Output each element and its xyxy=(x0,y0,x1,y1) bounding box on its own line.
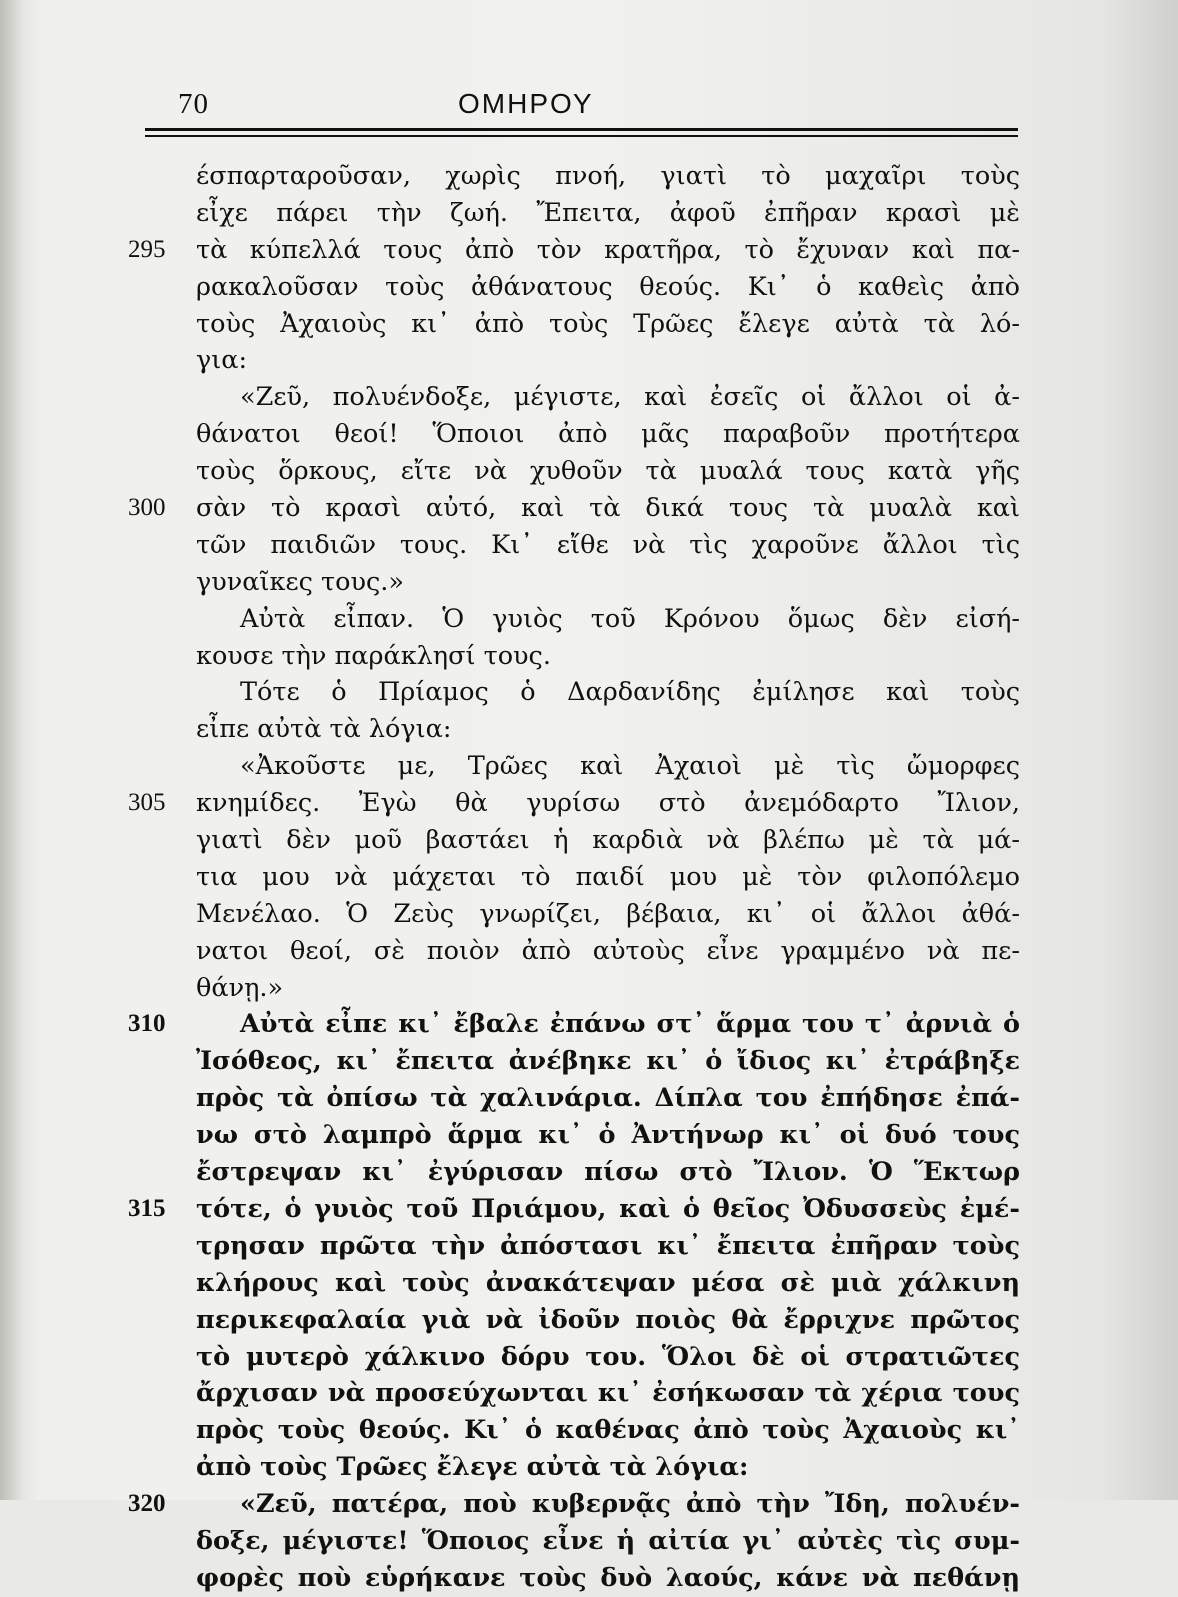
line-text: φορὲς ποὺ εὑρήκανε τοὺς δυὸ λαούς, κάνε νὰ πεθάνῃ xyxy=(196,1562,1020,1593)
text-line xyxy=(0,822,1178,859)
page-number: 70 xyxy=(178,88,209,120)
text-line xyxy=(0,1523,1178,1560)
text-line xyxy=(0,1302,1178,1339)
text-line xyxy=(0,1449,1178,1486)
line-text: ἀπὸ τοὺς Τρῶες ἔλεγε αὐτὰ τὰ λόγια: xyxy=(196,1452,749,1483)
line-text: γιατὶ δὲν μοῦ βαστάει ἡ καρδιὰ νὰ βλέπω μὲ τὰ μά- xyxy=(196,825,1020,856)
text-line xyxy=(0,1486,1178,1523)
text-line xyxy=(0,379,1178,416)
text-line xyxy=(0,896,1178,933)
text-line xyxy=(0,1265,1178,1302)
line-text: εἶπε αὐτὰ τὰ λόγια: xyxy=(196,714,452,745)
line-text: τρησαν πρῶτα τὴν ἀπόστασι κι᾽ ἔπειτα ἐπῆραν τοὺς xyxy=(196,1230,1020,1261)
text-line xyxy=(0,601,1178,638)
text-line xyxy=(0,1339,1178,1376)
text-line xyxy=(0,933,1178,970)
text-line xyxy=(0,232,1178,269)
line-text: Αὐτὰ εἶπε κι᾽ ἔβαλε ἐπάνω στ᾽ ἅρμα του τ᾽ ἀρνιὰ ὁ xyxy=(240,1009,1020,1040)
line-text: «Ἀκοῦστε με, Τρῶες καὶ Ἀχαιοὶ μὲ τὶς ὤμορφες xyxy=(240,751,1020,782)
line-text: Μενέλαο. Ὁ Ζεὺς γνωρίζει, βέβαια, κι᾽ οἱ ἄλλοι ἀθά- xyxy=(196,898,1020,929)
line-text: σὰν τὸ κρασὶ αὐτό, καὶ τὰ δικά τους τὰ μυαλὰ καὶ xyxy=(196,493,1020,524)
line-number: 300 xyxy=(128,494,166,522)
text-line xyxy=(0,342,1178,379)
line-text: νατοι θεοί, σὲ ποιὸν ἀπὸ αὐτοὺς εἶνε γραμμένο νὰ πε- xyxy=(196,935,1020,966)
text-line xyxy=(0,195,1178,232)
text-line xyxy=(0,1117,1178,1154)
header-rule-bottom xyxy=(145,135,1018,137)
text-line xyxy=(0,1154,1178,1191)
line-text: ρακαλοῦσαν τοὺς ἀθάνατους θεούς. Κι᾽ ὁ καθεὶς ἀπὸ xyxy=(196,271,1020,302)
line-text: τοὺς Ἀχαιοὺς κι᾽ ἀπὸ τοὺς Τρῶες ἔλεγε αὐτὰ τὰ λό- xyxy=(196,308,1020,339)
line-text: πρὸς τὰ ὀπίσω τὰ χαλινάρια. Δίπλα του ἐπήδησε ἐπά- xyxy=(196,1083,1020,1114)
line-number: 310 xyxy=(128,1010,166,1038)
line-text: ἄρχισαν νὰ προσεύχωνται κι᾽ ἐσήκωσαν τὰ χέρια τους xyxy=(196,1378,1020,1409)
text-line xyxy=(0,1043,1178,1080)
line-text: «Ζεῦ, πολυένδοξε, μέγιστε, καὶ ἐσεῖς οἱ ἄλλοι οἱ ἀ- xyxy=(240,382,1020,413)
text-line xyxy=(0,748,1178,785)
line-text: κουσε τὴν παράκλησί τους. xyxy=(196,640,551,671)
line-text: νω στὸ λαμπρὸ ἅρμα κι᾽ ὁ Ἀντήνωρ κι᾽ οἱ δυό τους xyxy=(196,1120,1020,1151)
line-number: 295 xyxy=(128,235,166,263)
line-text: τὰ κύπελλά τους ἀπὸ τὸν κρατῆρα, τὸ ἔχυναν καὶ πα- xyxy=(196,234,1020,265)
line-text: τὸ μυτερὸ χάλκινο δόρυ του. Ὅλοι δὲ οἱ στρατιῶτες xyxy=(196,1341,1020,1372)
text-line xyxy=(0,490,1178,527)
text-line xyxy=(0,674,1178,711)
body-text xyxy=(0,158,1178,1597)
line-text: ἔστρεψαν κι᾽ ἐγύρισαν πίσω στὸ Ἴλιον. Ὁ Ἕκτωρ xyxy=(196,1157,1020,1188)
text-line xyxy=(0,1375,1178,1412)
text-line xyxy=(0,970,1178,1007)
page-header xyxy=(178,88,1018,124)
running-title: ΟΜΗΡΟΥ xyxy=(458,88,594,119)
line-text: γυναῖκες τους.» xyxy=(196,566,404,597)
line-text: Τότε ὁ Πρίαμος ὁ Δαρδανίδης ἐμίλησε καὶ τοὺς xyxy=(240,677,1020,708)
line-text: Ἰσόθεος, κι᾽ ἔπειτα ἀνέβηκε κι᾽ ὁ ἴδιος κι᾽ ἐτράβηξε xyxy=(196,1046,1020,1077)
line-text: πρὸς τοὺς θεούς. Κι᾽ ὁ καθένας ἀπὸ τοὺς Ἀχαιοὺς κι᾽ xyxy=(196,1415,1020,1446)
text-line xyxy=(0,711,1178,748)
line-text: τοὺς ὅρκους, εἴτε νὰ χυθοῦν τὰ μυαλά τους κατὰ γῆς xyxy=(196,456,1020,487)
line-number: 305 xyxy=(128,789,166,817)
text-line xyxy=(0,785,1178,822)
line-text: θάνατοι θεοί! Ὅποιοι ἀπὸ μᾶς παραβοῦν προτήτερα xyxy=(196,419,1020,450)
text-line xyxy=(0,453,1178,490)
line-text: τῶν παιδιῶν τους. Κι᾽ εἴθε νὰ τὶς χαροῦνε ἄλλοι τὶς xyxy=(196,529,1020,560)
text-line xyxy=(0,564,1178,601)
text-line xyxy=(0,1006,1178,1043)
text-line xyxy=(0,158,1178,195)
text-line xyxy=(0,527,1178,564)
text-line xyxy=(0,269,1178,306)
text-line xyxy=(0,416,1178,453)
text-line xyxy=(0,638,1178,675)
text-line xyxy=(0,1560,1178,1597)
line-text: «Ζεῦ, πατέρα, ποὺ κυβερνᾷς ἀπὸ τὴν Ἴδη, πολυέν- xyxy=(240,1489,1020,1520)
text-line xyxy=(0,1228,1178,1265)
line-text: Αὐτὰ εἶπαν. Ὁ γυιὸς τοῦ Κρόνου ὅμως δὲν εἰσή- xyxy=(240,603,1020,634)
header-rule-top xyxy=(145,128,1018,131)
line-text: εἶχε πάρει τὴν ζωή. Ἔπειτα, ἀφοῦ ἐπῆραν κρασὶ μὲ xyxy=(196,197,1020,228)
line-text: κλήρους καὶ τοὺς ἀνακάτεψαν μέσα σὲ μιὰ χάλκινη xyxy=(196,1267,1020,1298)
line-text: περικεφαλαία γιὰ νὰ ἰδοῦν ποιὸς θὰ ἔρριχνε πρῶτος xyxy=(196,1304,1020,1335)
text-line xyxy=(0,859,1178,896)
line-text: για: xyxy=(196,345,248,376)
text-line xyxy=(0,1412,1178,1449)
line-text: έσπαρταροῦσαν, χωρὶς πνοή, γιατὶ τὸ μαχαῖρι τοὺς xyxy=(196,161,1020,191)
line-text: τια μου νὰ μάχεται τὸ παιδί μου μὲ τὸν φιλοπόλεμο xyxy=(196,861,1020,892)
line-number: 315 xyxy=(128,1194,166,1222)
text-line xyxy=(0,1080,1178,1117)
line-text: κνημίδες. Ἐγὼ θὰ γυρίσω στὸ ἀνεμόδαρτο Ἴλιον, xyxy=(196,788,1020,819)
line-text: δοξε, μέγιστε! Ὅποιος εἶνε ἡ αἰτία γι᾽ αὐτὲς τὶς συμ- xyxy=(196,1525,1020,1556)
line-text: θάνῃ.» xyxy=(196,972,284,1003)
text-line xyxy=(0,306,1178,343)
line-text: τότε, ὁ γυιὸς τοῦ Πριάμου, καὶ ὁ θεῖος Ὀδυσσεὺς ἐμέ- xyxy=(196,1193,1020,1224)
text-line xyxy=(0,1191,1178,1228)
line-number: 320 xyxy=(128,1490,166,1518)
